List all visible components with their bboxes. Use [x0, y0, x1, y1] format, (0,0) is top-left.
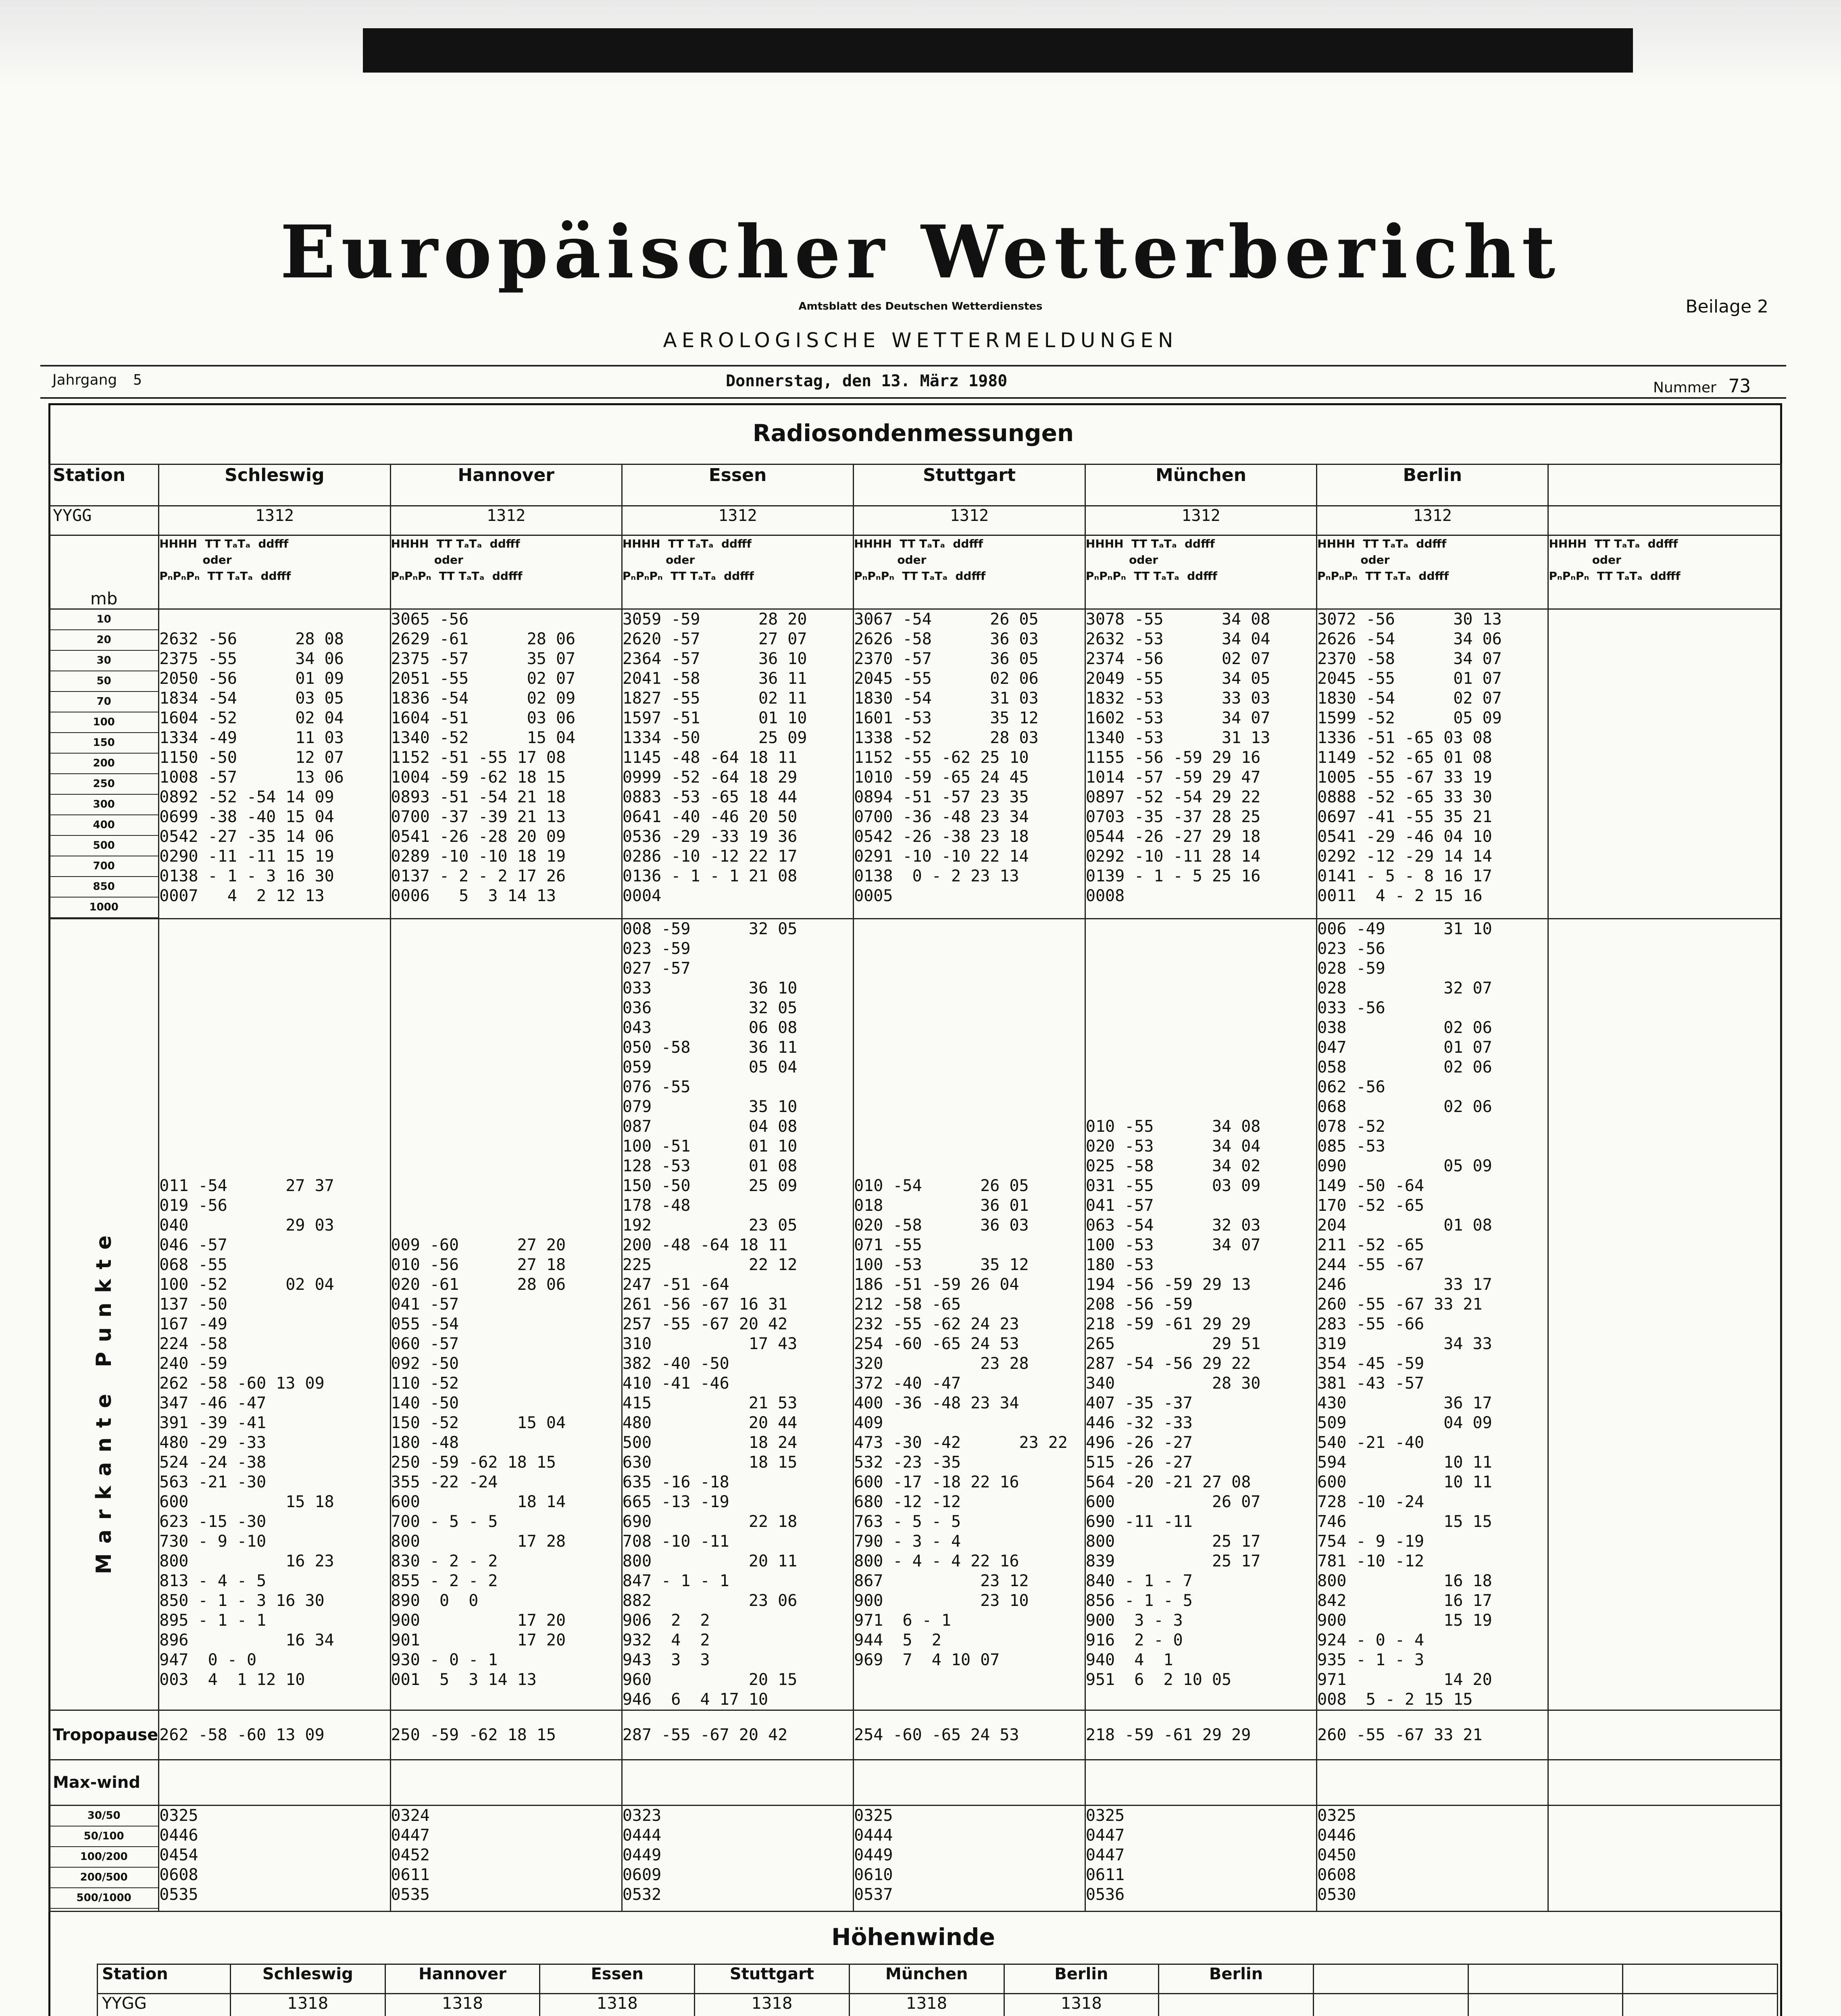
- significant-points-data: 010 -54 26 05 018 36 01 020 -58 36 03 071 -55 100 -53 35 12 186 -51 -59 26 04 212 -58 -65 232 -55 -62 24 23 254 -60 -65 24 53 320 23 28 372 -40 -47 400 -36 -48 23 34 409 473 -30 -42 23 22 532 -23 -35 600 -17 -18 22 16 680 -12 -12 763 - 5 - 5 790 - 3 - 4 800 - 4 - 4 22 16 867 23 12 900 23 10 971 6 - 1 944 5 2 969 7 4 10 07: [854, 919, 1085, 1710]
- page-subtitle: Amtsblatt des Deutschen Wetterdienstes: [798, 300, 1043, 312]
- column-header: HHHH TT TₐTₐ ddfff oder PₙPₙPₙ TT TₐTₐ ddfff: [159, 535, 390, 609]
- station-name: Berlin: [1317, 464, 1548, 506]
- level: 1000: [50, 898, 158, 918]
- header-rule-top: [40, 365, 1786, 367]
- column-header: HHHH TT TₐTₐ ddfff oder PₙPₙPₙ TT TₐTₐ ddfff: [1548, 535, 1782, 609]
- jahrgang-label: Jahrgang: [52, 372, 117, 388]
- yygg-value: 1312: [159, 506, 390, 535]
- hw-yygg: [1468, 1994, 1623, 2016]
- station-name: Stuttgart: [854, 464, 1085, 506]
- column-header: HHHH TT TₐTₐ ddfff oder PₙPₙPₙ TT TₐTₐ ddfff: [854, 535, 1085, 609]
- standard-level-data: 3072 -56 30 13 2626 -54 34 06 2370 -58 34 07 2045 -55 01 07 1830 -54 02 07 1599 -52 05 09 1336 -51 -65 03 08 1149 -52 -65 01 08 1005 -55 -67 33 19 0888 -52 -65 33 30 0697 -41 -55 35 21 0541 -29 -46 04 10 0292 -12 -29 14 14 0141 - 5 - 8 16 17 0011 4 - 2 15 16: [1317, 609, 1548, 919]
- maxwind-data: [1548, 1806, 1782, 1912]
- jahrgang: [52, 372, 142, 388]
- yygg-value: 1312: [1317, 506, 1548, 535]
- hw-yygg: [1623, 1994, 1778, 2016]
- tropopause-data: 254 -60 -65 24 53: [854, 1710, 1085, 1760]
- column-header: HHHH TT TₐTₐ ddfff oder PₙPₙPₙ TT TₐTₐ ddfff: [390, 535, 622, 609]
- level: 150: [50, 733, 158, 754]
- section-heading: AEROLOGISCHE WETTERMELDUNGEN: [663, 329, 1178, 352]
- level: 50: [50, 671, 158, 692]
- standard-level-data: 3067 -54 26 05 2626 -58 36 03 2370 -57 36 05 2045 -55 02 06 1830 -54 31 03 1601 -53 35 12 1338 -52 28 03 1152 -55 -62 25 10 1010 -59 -65 24 45 0894 -51 -57 23 35 0700 -36 -48 23 34 0542 -26 -38 23 18 0291 -10 -10 22 14 0138 0 - 2 23 13 0005: [854, 609, 1085, 919]
- standard-level-data: 3065 -56 2629 -61 28 06 2375 -57 35 07 2051 -55 02 07 1836 -54 02 09 1604 -51 03 06 1340 -52 15 04 1152 -51 -55 17 08 1004 -59 -62 18 15 0893 -51 -54 21 18 0700 -37 -39 21 13 0541 -26 -28 20 09 0289 -10 -10 18 19 0137 - 2 - 2 17 26 0006 5 3 14 13: [390, 609, 622, 919]
- level: 30: [50, 651, 158, 671]
- level: 500: [50, 836, 158, 856]
- yygg-label: YYGG: [49, 506, 159, 535]
- column-header-row: [49, 535, 1782, 609]
- radiosonde-heading: Radiosondenmessungen: [752, 419, 1074, 447]
- hoehenwinde-heading: Höhenwinde: [831, 1923, 995, 1951]
- hw-yygg: [1159, 1994, 1314, 2016]
- radiosonde-table: [48, 464, 1782, 1912]
- hw-station: Schleswig: [230, 1964, 385, 1994]
- page-title: Europäischer Wetterbericht: [280, 210, 1561, 295]
- significant-points-row: [49, 919, 1782, 1710]
- pressure-levels: [49, 609, 159, 919]
- level: 250: [50, 774, 158, 795]
- significant-points-data: 010 -55 34 08 020 -53 34 04 025 -58 34 02 031 -55 03 09 041 -57 063 -54 32 03 100 -53 34 07 180 -53 194 -56 -59 29 13 208 -56 -59 218 -59 -61 29 29 265 29 51 287 -54 -56 29 22 340 28 30 407 -35 -37 446 -32 -33 496 -26 -27 515 -26 -27 564 -20 -21 27 08 600 26 07 690 -11 -11 800 25 17 839 25 17 840 - 1 - 7 856 - 1 - 5 900 3 - 3 916 2 - 0 940 4 1 951 6 2 10 05: [1085, 919, 1316, 1710]
- yygg-value: 1312: [854, 506, 1085, 535]
- hw-yygg-row: [98, 1994, 1778, 2016]
- level: 850: [50, 877, 158, 898]
- hw-yygg: [1313, 1994, 1468, 2016]
- significant-points-data: 006 -49 31 10 023 -56 028 -59 028 32 07 033 -56 038 02 06 047 01 07 058 02 06 062 -56 068 02 06 078 -52 085 -53 090 05 09 149 -50 -64 170 -52 -65 204 01 08 211 -52 -65 244 -55 -67 246 33 17 260 -55 -67 33 21 283 -55 -66 319 34 33 354 -45 -59 381 -43 -57 430 36 17 509 04 09 540 -21 -40 594 10 11 600 10 11 728 -10 -24 746 15 15 754 - 9 -19 781 -10 -12 800 16 18 842 16 17 900 15 19 924 - 0 - 4 935 - 1 - 3 971 14 20 008 5 - 2 15 15: [1317, 919, 1548, 1710]
- tropopause-data: 260 -55 -67 33 21: [1317, 1710, 1548, 1760]
- layer: 200/500: [50, 1868, 158, 1888]
- nummer: [1653, 375, 1751, 397]
- yygg-value: 1312: [390, 506, 622, 535]
- station-name: München: [1085, 464, 1316, 506]
- maxwind-data: 0323 0444 0449 0609 0532: [622, 1806, 853, 1912]
- level: 700: [50, 856, 158, 877]
- maxwind-data: 0324 0447 0452 0611 0535: [390, 1806, 622, 1912]
- maxwind-row: [49, 1806, 1782, 1912]
- level: 70: [50, 692, 158, 712]
- hw-yygg: 1318: [540, 1994, 695, 2016]
- hw-station: Berlin: [1004, 1964, 1159, 1994]
- standard-level-data: 2632 -56 28 08 2375 -55 34 06 2050 -56 01 09 1834 -54 03 05 1604 -52 02 04 1334 -49 11 03 1150 -50 12 07 1008 -57 13 06 0892 -52 -54 14 09 0699 -38 -40 15 04 0542 -27 -35 14 06 0290 -11 -11 15 19 0138 - 1 - 3 16 30 0007 4 2 12 13: [159, 609, 390, 919]
- maxwind-data: 0325 0446 0450 0608 0530: [1317, 1806, 1548, 1912]
- maxwind-header-row: [49, 1760, 1782, 1806]
- tropopause-data: 250 -59 -62 18 15: [390, 1710, 622, 1760]
- beilage-label: Beilage 2: [1685, 296, 1768, 317]
- layer: 50/100: [50, 1826, 158, 1847]
- maxwind-layers: [49, 1806, 159, 1912]
- hw-station-label: Station: [98, 1964, 231, 1994]
- header-rule-bottom: [40, 397, 1786, 399]
- hw-yygg: 1318: [385, 1994, 540, 2016]
- yygg-value: 1312: [622, 506, 853, 535]
- nummer-value: 73: [1728, 375, 1751, 397]
- layer: 30/50: [50, 1806, 158, 1826]
- column-header: HHHH TT TₐTₐ ddfff oder PₙPₙPₙ TT TₐTₐ ddfff: [1317, 535, 1548, 609]
- significant-points-data: 009 -60 27 20 010 -56 27 18 020 -61 28 06 041 -57 055 -54 060 -57 092 -50 110 -52 140 -50 150 -52 15 04 180 -48 250 -59 -62 18 15 355 -22 -24 600 18 14 700 - 5 - 5 800 17 28 830 - 2 - 2 855 - 2 - 2 890 0 0 900 17 20 901 17 20 930 - 0 - 1 001 5 3 14 13: [390, 919, 622, 1710]
- hw-station: Hannover: [385, 1964, 540, 1994]
- maxwind-label: Max-wind: [49, 1760, 159, 1806]
- standard-level-data: 3059 -59 28 20 2620 -57 27 07 2364 -57 36 10 2041 -58 36 11 1827 -55 02 11 1597 -51 01 10 1334 -50 25 09 1145 -48 -64 18 11 0999 -52 -64 18 29 0883 -53 -65 18 44 0641 -40 -46 20 50 0536 -29 -33 19 36 0286 -10 -12 22 17 0136 - 1 - 1 21 08 0004: [622, 609, 853, 919]
- hoehenwinde-table: [97, 1964, 1778, 2016]
- yygg-value: 1312: [1085, 506, 1316, 535]
- yygg-value: [1548, 506, 1782, 535]
- hw-yygg: 1318: [230, 1994, 385, 2016]
- scan-dark-stripe: [363, 28, 1633, 73]
- significant-points-data: 008 -59 32 05 023 -59 027 -57 033 36 10 036 32 05 043 06 08 050 -58 36 11 059 05 04 076 -55 079 35 10 087 04 08 100 -51 01 10 128 -53 01 08 150 -50 25 09 178 -48 192 23 05 200 -48 -64 18 11 225 22 12 247 -51 -64 261 -56 -67 16 31 257 -55 -67 20 42 310 17 43 382 -40 -50 410 -41 -46 415 21 53 480 20 44 500 18 24 630 18 15 635 -16 -18 665 -13 -19 690 22 18 708 -10 -11 800 20 11 847 - 1 - 1 882 23 06 906 2 2 932 4 2 943 3 3 960 20 15 946 6 4 17 10: [622, 919, 853, 1710]
- standard-level-data: 3078 -55 34 08 2632 -53 34 04 2374 -56 02 07 2049 -55 34 05 1832 -53 33 03 1602 -53 34 07 1340 -53 31 13 1155 -56 -59 29 16 1014 -57 -59 29 47 0897 -52 -54 29 22 0703 -35 -37 28 25 0544 -26 -27 29 18 0292 -10 -11 28 14 0139 - 1 - 5 25 16 0008: [1085, 609, 1316, 919]
- hw-station-row: [98, 1964, 1778, 1994]
- layer: 500/1000: [50, 1888, 158, 1909]
- level: 10: [50, 610, 158, 630]
- yygg-row: [49, 506, 1782, 535]
- hw-yygg-label: YYGG: [98, 1994, 231, 2016]
- hw-station: Stuttgart: [695, 1964, 850, 1994]
- level: 400: [50, 815, 158, 836]
- station-name: Schleswig: [159, 464, 390, 506]
- nummer-label: Nummer: [1653, 379, 1716, 396]
- hw-station: Berlin: [1159, 1964, 1314, 1994]
- station-label: Station: [49, 464, 159, 506]
- level: 200: [50, 754, 158, 774]
- issue-date: Donnerstag, den 13. März 1980: [726, 372, 1008, 390]
- tropopause-data: 218 -59 -61 29 29: [1085, 1710, 1316, 1760]
- hw-yygg: 1318: [849, 1994, 1004, 2016]
- hw-station: [1623, 1964, 1778, 1994]
- maxwind-data: 0325 0446 0454 0608 0535: [159, 1806, 390, 1912]
- hw-yygg: 1318: [695, 1994, 850, 2016]
- tropopause-data: [1548, 1710, 1782, 1760]
- level: 100: [50, 712, 158, 733]
- maxwind-data: 0325 0444 0449 0610 0537: [854, 1806, 1085, 1912]
- hw-station: München: [849, 1964, 1004, 1994]
- layer: 100/200: [50, 1847, 158, 1868]
- maxwind-data: 0325 0447 0447 0611 0536: [1085, 1806, 1316, 1912]
- top-scan-band: [0, 0, 1841, 89]
- standard-levels-row: [49, 609, 1782, 919]
- column-header: HHHH TT TₐTₐ ddfff oder PₙPₙPₙ TT TₐTₐ ddfff: [622, 535, 853, 609]
- level: 300: [50, 795, 158, 815]
- jahrgang-value: 5: [133, 372, 142, 388]
- tropopause-label: Tropopause: [49, 1710, 159, 1760]
- station-name: Essen: [622, 464, 853, 506]
- standard-level-data: [1548, 609, 1782, 919]
- column-header: HHHH TT TₐTₐ ddfff oder PₙPₙPₙ TT TₐTₐ ddfff: [1085, 535, 1316, 609]
- hw-yygg: 1318: [1004, 1994, 1159, 2016]
- tropopause-row: [49, 1710, 1782, 1760]
- significant-points-data: 011 -54 27 37 019 -56 040 29 03 046 -57 068 -55 100 -52 02 04 137 -50 167 -49 224 -58 240 -59 262 -58 -60 13 09 347 -46 -47 391 -39 -41 480 -29 -33 524 -24 -38 563 -21 -30 600 15 18 623 -15 -30 730 - 9 -10 800 16 23 813 - 4 - 5 850 - 1 - 3 16 30 895 - 1 - 1 896 16 34 947 0 - 0 003 4 1 12 10: [159, 919, 390, 1710]
- significant-points-label-cell: [49, 919, 159, 1710]
- significant-points-label: Markante Punkte: [92, 1226, 116, 1574]
- station-name: [1548, 464, 1782, 506]
- station-name: Hannover: [390, 464, 622, 506]
- mb-label: mb: [49, 535, 159, 609]
- tropopause-data: 287 -55 -67 20 42: [622, 1710, 853, 1760]
- hw-station: [1313, 1964, 1468, 1994]
- level: 20: [50, 630, 158, 651]
- hw-station: Essen: [540, 1964, 695, 1994]
- hw-station: [1468, 1964, 1623, 1994]
- significant-points-data: [1548, 919, 1782, 1710]
- station-row: [49, 464, 1782, 506]
- tropopause-data: 262 -58 -60 13 09: [159, 1710, 390, 1760]
